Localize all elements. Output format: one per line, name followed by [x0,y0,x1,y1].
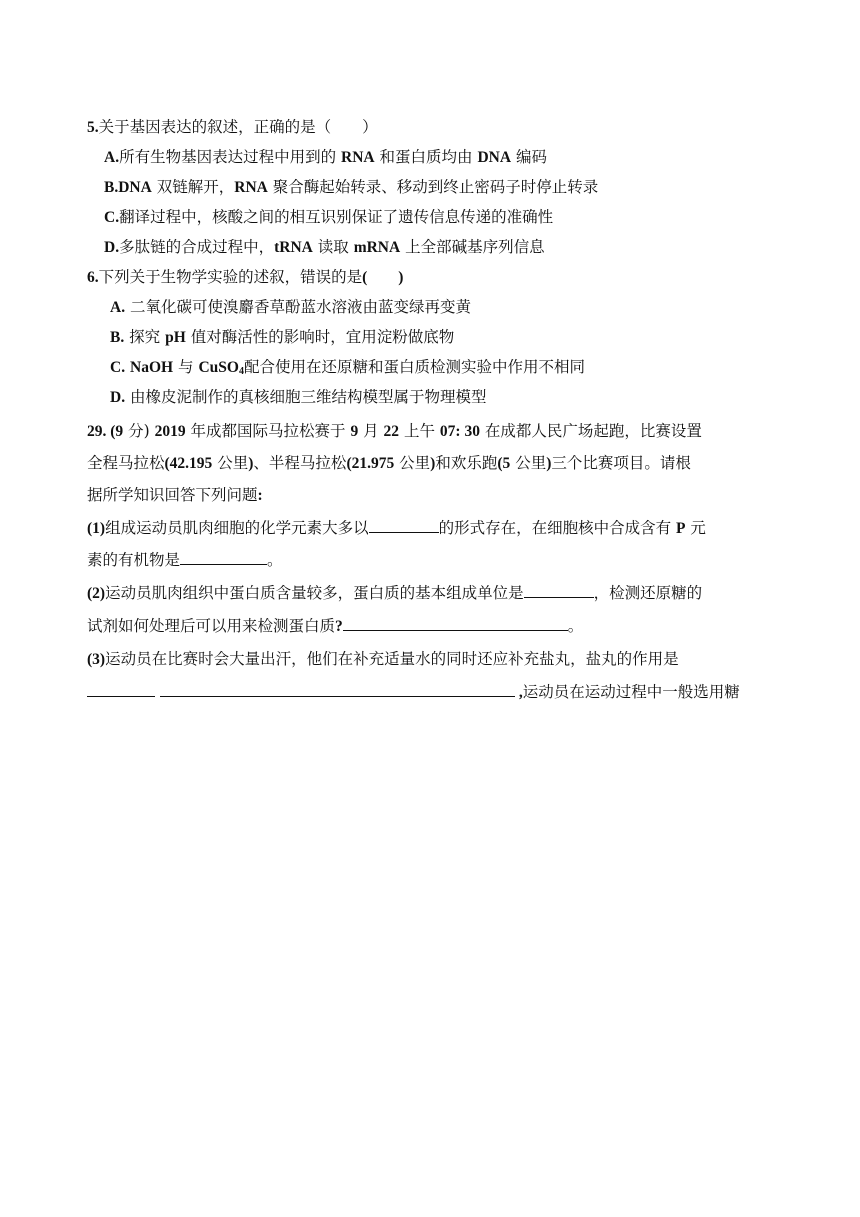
q5-option-b: B.DNA 双链解开，RNA 聚合酶起始转录、移动到终止密码子时停止转录 [104,178,599,196]
q5-option-d: D.多肽链的合成过程中，tRNA 读取 mRNA 上全部碱基序列信息 [104,238,545,256]
answer-blank-6[interactable] [160,682,515,697]
q29-sub1-line2: 素的有机物是 。 [87,551,283,569]
answer-blank-2[interactable] [180,550,267,565]
q6-option-b: B. 探究 pH 值对酶活性的影响时，宜用淀粉做底物 [110,328,455,346]
q6-stem: 6.下列关于生物学实验的述叙，错误的是( ) [87,268,404,286]
q29-sub1-line1: (1)组成运动员肌肉细胞的化学元素大多以 的形式存在，在细胞核中合成含有 P 元 [87,519,706,537]
q5-option-a: A.所有生物基因表达过程中用到的 RNA 和蛋白质均由 DNA 编码 [104,148,547,166]
q6-option-a: A. 二氧化碳可使溴麝香草酚蓝水溶液由蓝变绿再变黄 [110,298,472,316]
q29-sub2-line2: 试剂如何处理后可以用来检测蛋白质? 。 [87,617,584,635]
answer-blank-3[interactable] [524,583,594,598]
q6-option-d: D. 由橡皮泥制作的真核细胞三维结构模型属于物理模型 [110,388,487,406]
answer-blank-1[interactable] [369,518,439,533]
answer-blank-5[interactable] [87,682,155,697]
q29-intro-line1: 29. (9 分) 2019 年成都国际马拉松赛于 9 月 22 上午 07: 30 在成都人民广场起跑，比赛设置 [87,422,702,440]
q29-intro-line3: 据所学知识回答下列问题: [87,486,263,504]
q6-option-c: C. NaOH 与 CuSO$_4$配合使用在还原糖和蛋白质检测实验中作用不相同 [110,358,585,377]
q29-sub2-line1: (2)运动员肌肉组织中蛋白质含量较多，蛋白质的基本组成单位是 ，检测还原糖的 [87,584,703,602]
q5-option-c: C.翻译过程中，核酸之间的相互识别保证了遗传信息传递的准确性 [104,208,554,226]
answer-blank-4[interactable] [343,616,568,631]
q29-sub3-line1: (3)运动员在比赛时会大量出汗，他们在补充适量水的同时还应补充盐丸，盐丸的作用是 [87,650,679,668]
q5-stem: 5.关于基因表达的叙述，正确的是（ ） [87,118,378,136]
q29-intro-line2: 全程马拉松(42.195 公里)、半程马拉松(21.975 公里)和欢乐跑(5 公里)三个比赛项目。请根 [87,454,691,472]
q29-sub3-line2: ,运动员在运动过程中一般选用糖 [87,682,787,703]
